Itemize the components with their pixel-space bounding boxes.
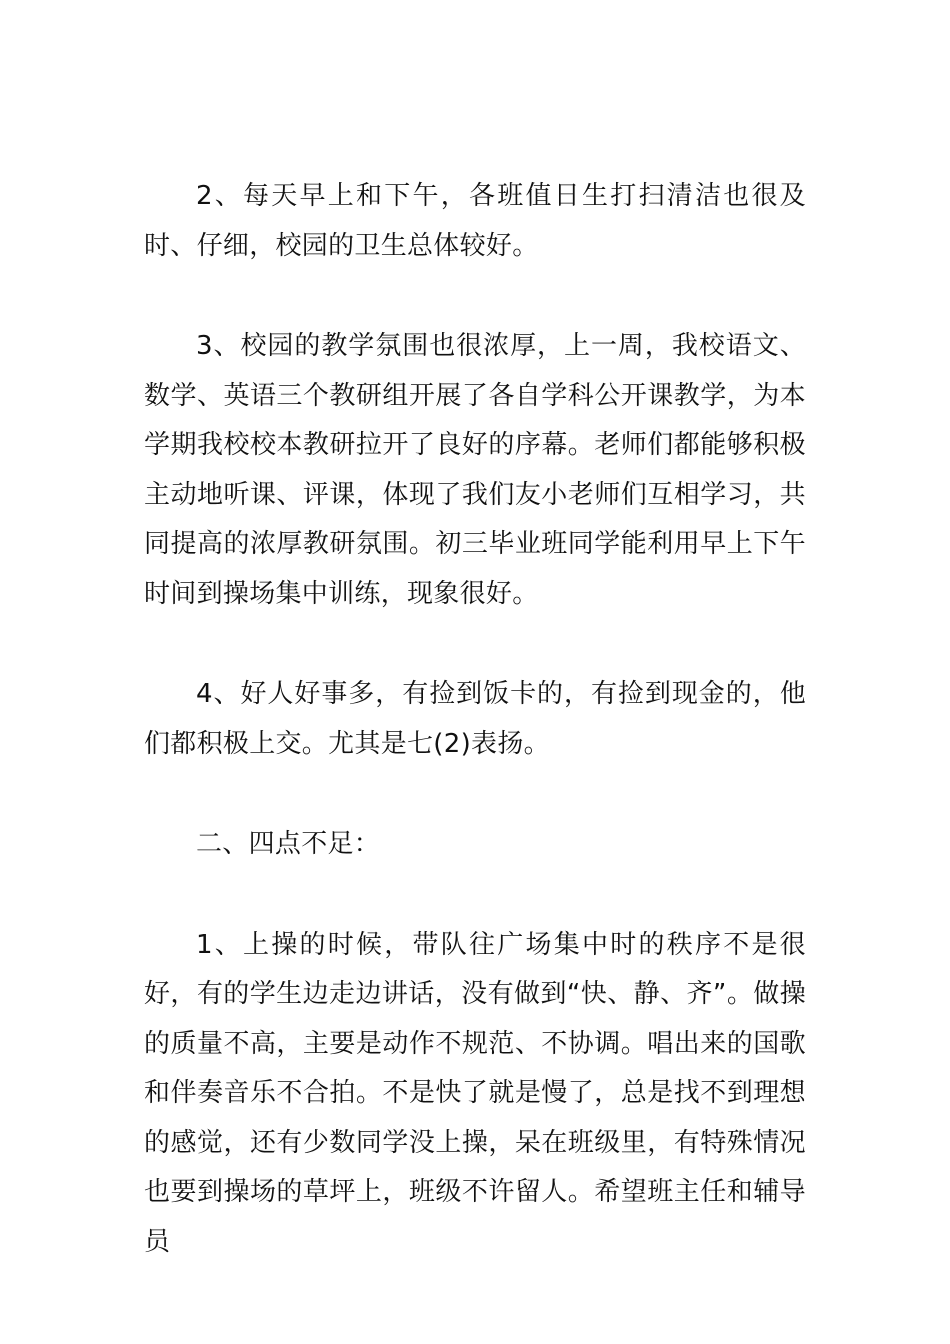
paragraph-shortcoming-1: 1、上操的时候，带队往广场集中时的秩序不是很好，有的学生边走边讲话，没有做到“快、静、齐”。做操的质量不高，主要是动作不规范、不协调。唱出来的国歌和伴奏音乐不合拍。不是快了就是慢了，总是找不到理想的感觉，还有少数同学没上操，呆在班级里，有特殊情况也要到操场的草坪上，班级不许留人。希望班主任和辅导员	[144, 929, 806, 1257]
paragraph-item-4: 4、好人好事多，有捡到饭卡的，有捡到现金的，他们都积极上交。尤其是七(2)表扬。	[144, 679, 806, 759]
paragraph-item-2: 2、每天早上和下午，各班值日生打扫清洁也很及时、仔细，校园的卫生总体较好。	[144, 181, 806, 261]
document-body	[144, 172, 806, 1267]
paragraph-item-3: 3、校园的教学氛围也很浓厚，上一周，我校语文、数学、英语三个教研组开展了各自学科公开课教学，为本学期我校校本教研拉开了良好的序幕。老师们都能够积极主动地听课、评课，体现了我们友小老师们互相学习，共同提高的浓厚教研氛围。初三毕业班同学能利用早上下午时间到操场集中训练，现象很好。	[144, 331, 806, 609]
section-heading-shortcomings: 二、四点不足：	[196, 829, 381, 859]
paragraph-spacer	[144, 271, 806, 322]
paragraph-spacer	[144, 870, 806, 921]
paragraph-spacer	[144, 619, 806, 670]
paragraph-spacer	[144, 769, 806, 820]
